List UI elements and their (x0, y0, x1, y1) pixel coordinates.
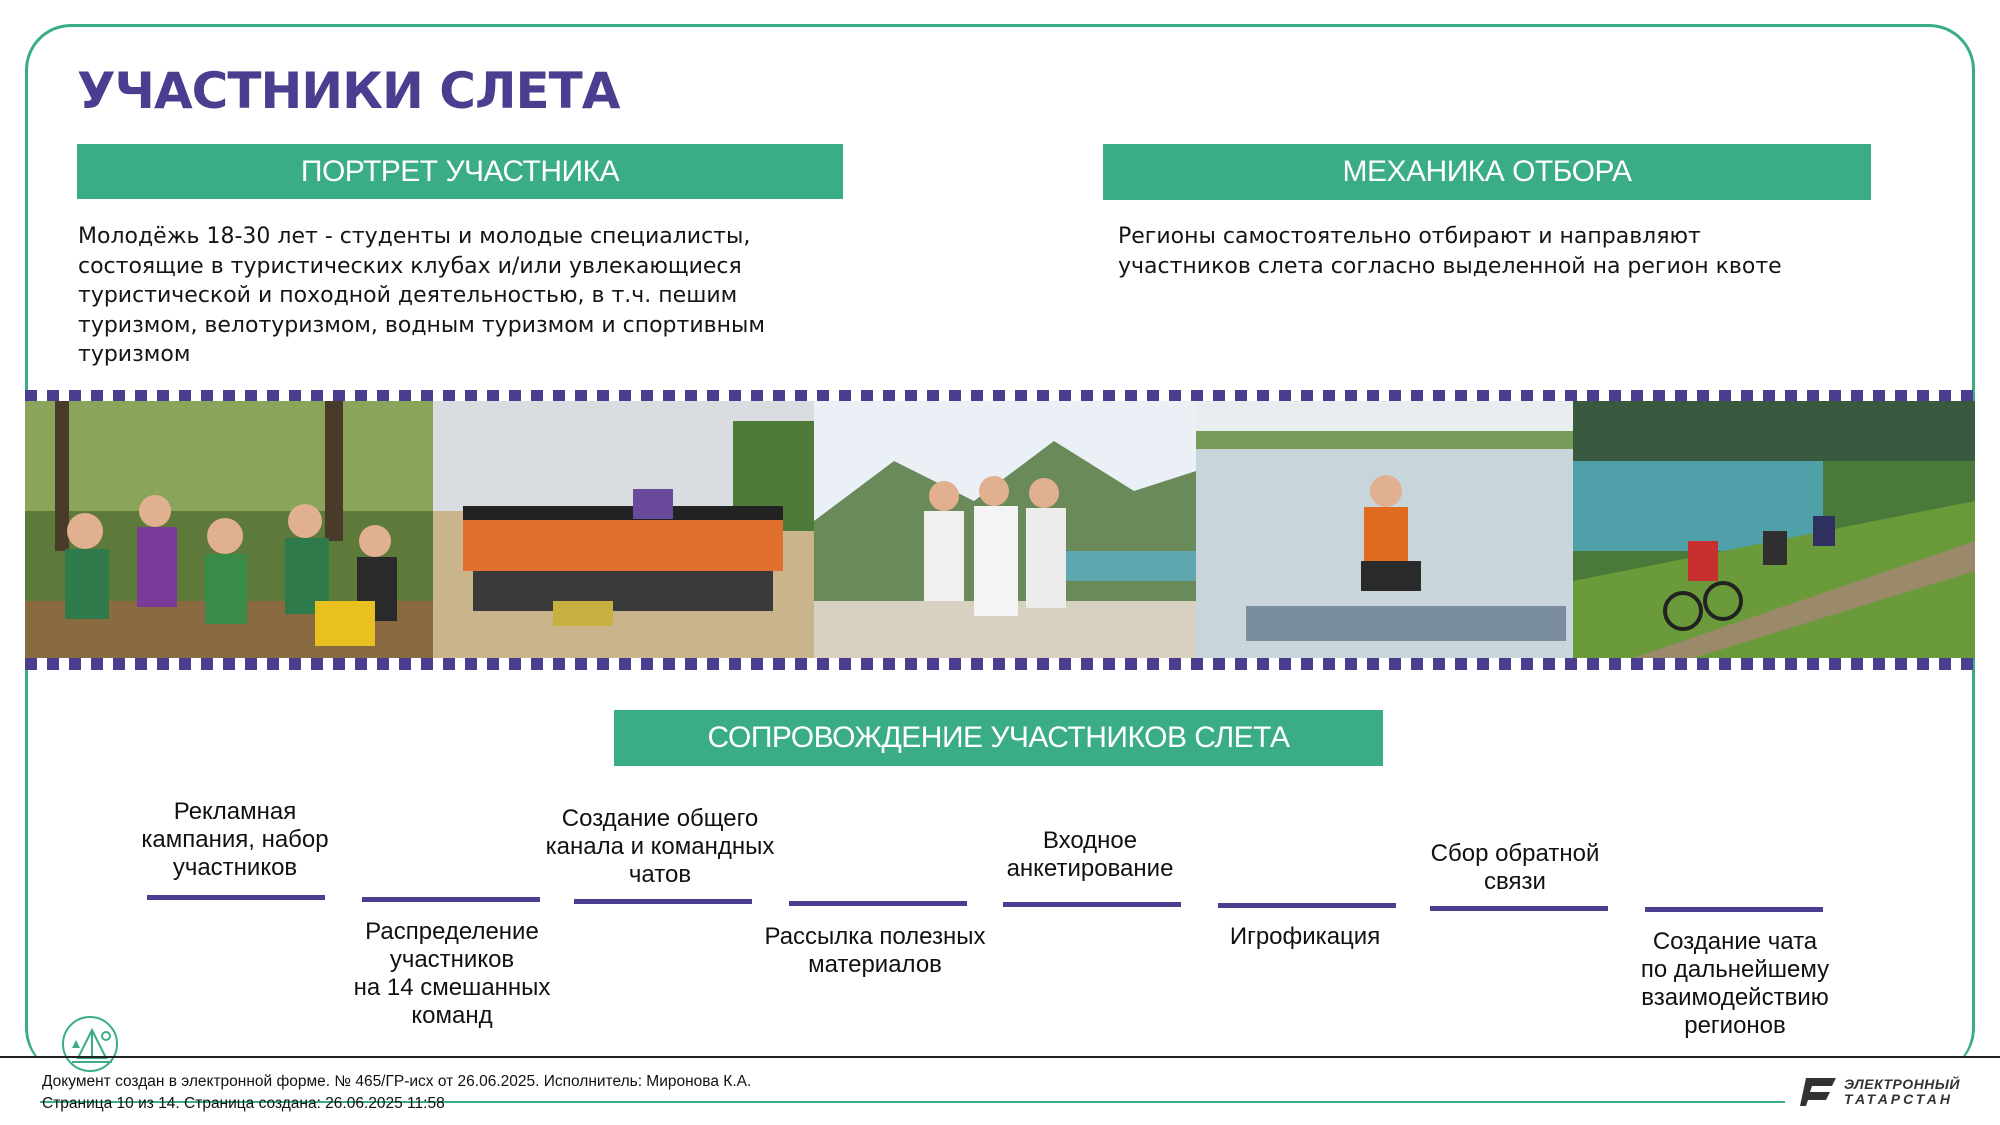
step-6-marker (1218, 903, 1396, 908)
step-line-text: Рассылка полезных (764, 923, 986, 950)
footer-page-info: Страница 10 из 14. Страница создана: 26.06.2025 11:58 (42, 1095, 445, 1112)
dash-border-bottom (25, 658, 1975, 670)
photo-strip (25, 390, 1975, 670)
step-5-marker (1003, 902, 1181, 907)
step-line-text: Создание чата (1652, 928, 1818, 955)
step-line-text: кампания, набор (141, 826, 329, 853)
step-line-text: анкетирование (1006, 855, 1174, 882)
step-7-text (1400, 840, 1630, 896)
camp-logo-icon (62, 1016, 118, 1072)
step-line-text: участников (389, 946, 515, 973)
step-6-text (1190, 923, 1420, 951)
step-2-text (342, 918, 562, 1030)
step-line-text: материалов (808, 951, 942, 978)
mechanics-line: Регионы самостоятельно отбирают и направляют (1118, 224, 1701, 249)
portrait-header: ПОРТРЕТ УЧАСТНИКА (77, 144, 843, 199)
step-line-text: взаимодействию (1641, 984, 1829, 1011)
step-8-marker (1645, 907, 1823, 912)
support-header: СОПРОВОЖДЕНИЕ УЧАСТНИКОВ СЛЕТА (614, 710, 1383, 766)
step-line-text: Входное (1042, 827, 1138, 854)
step-line-text: канала и командных (545, 833, 775, 860)
mechanics-line: участников слета согласно выделенной на регион квоте (1118, 253, 1782, 279)
mountain-friends-photo (814, 401, 1196, 658)
step-line-text: чатов (628, 861, 692, 888)
step-3-text (530, 805, 790, 889)
portrait-line: Молодёжь 18-30 лет - студенты и молодые специалисты, (78, 224, 751, 249)
footer-document-info: Документ создан в электронной форме. № 465/ГР-исх от 26.06.2025. Исполнитель: Миронова К.А. (42, 1073, 752, 1090)
step-7-marker (1430, 906, 1608, 911)
step-1-marker (147, 895, 325, 900)
mechanics-text (1118, 222, 1918, 281)
portrait-line: туризмом (78, 342, 191, 367)
step-line-text: регионов (1684, 1012, 1786, 1039)
step-line-text: на 14 смешанных (353, 974, 551, 1001)
brand-logo (1800, 1074, 1960, 1110)
step-line-text: участников (172, 854, 298, 881)
page-title: УЧАСТНИКИ СЛЕТА (77, 62, 620, 120)
group-forest-photo (25, 401, 433, 658)
step-line-text: по дальнейшему (1640, 956, 1830, 983)
portrait-line: туризмом, велотуризмом, водным туризмом и спортивным (78, 312, 765, 338)
step-5-text (965, 827, 1215, 883)
step-line-text: Создание общего (561, 805, 759, 832)
portrait-text (78, 222, 858, 370)
brand-mark-icon (1800, 1076, 1838, 1108)
step-4-text (745, 923, 1005, 979)
photo-row (25, 401, 1975, 658)
cyclists-photo (1573, 401, 1975, 658)
step-line-text: Распределение (365, 918, 539, 945)
step-line-text: команд (411, 1002, 493, 1029)
step-line-text: Сбор обратной (1430, 840, 1600, 867)
step-4-marker (789, 901, 967, 906)
step-1-text (115, 798, 355, 882)
portrait-line: состоящие в туристических клубах и/или увлекающиеся (78, 253, 742, 279)
step-line-text: связи (1484, 868, 1546, 895)
portrait-line: туристической и походной деятельностью, в т.ч. пешим (78, 283, 738, 308)
footer-divider (0, 1056, 2000, 1058)
step-2-marker (362, 897, 540, 902)
paddleboard-photo (1196, 401, 1573, 658)
group-beach-photo (433, 401, 814, 658)
brand-line: ТАТАРСТАН (1843, 1091, 1953, 1107)
brand-text (1844, 1077, 1960, 1107)
brand-line: ЭЛЕКТРОННЫЙ (1843, 1076, 1960, 1092)
step-line-text: Рекламная (173, 798, 297, 825)
mechanics-header: МЕХАНИКА ОТБОРА (1103, 144, 1871, 200)
step-3-marker (574, 899, 752, 904)
step-line-text: Игрофикация (1229, 923, 1381, 950)
step-8-text (1610, 928, 1860, 1040)
